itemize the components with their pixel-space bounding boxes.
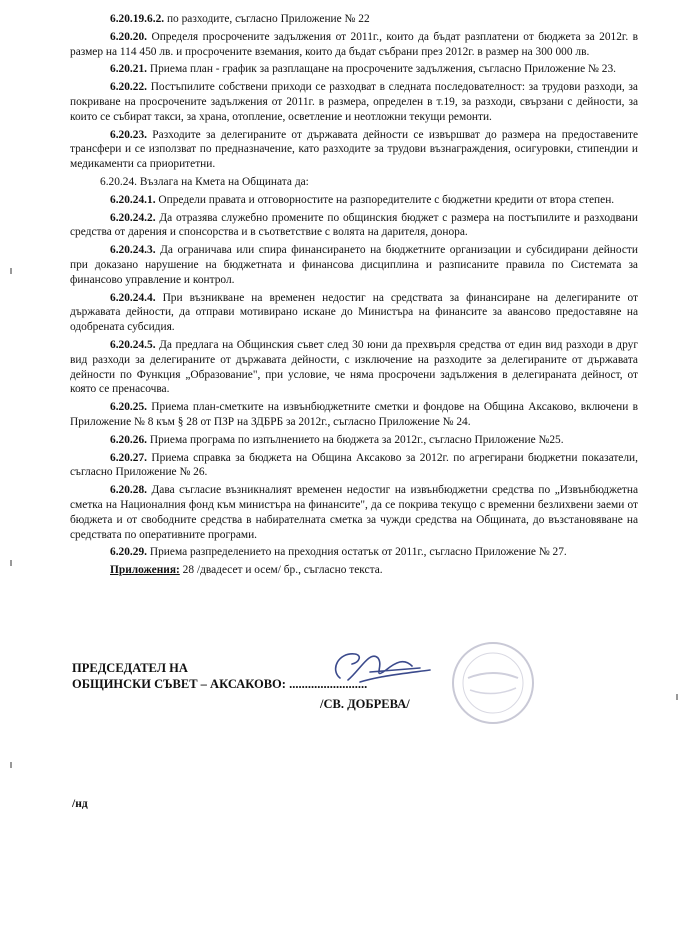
attachments-label: Приложения: bbox=[110, 564, 180, 577]
attachments-text: 28 /двадесет и осем/ бр., съгласно текста. bbox=[179, 564, 383, 577]
scan-mark bbox=[10, 762, 12, 768]
clause-number: 6.20.24.2. bbox=[110, 211, 156, 224]
clause-number: 6.20.24.3. bbox=[110, 244, 156, 257]
clause-text: Приема програма по изпълнението на бюджета за 2012г., съгласно Приложение №25. bbox=[147, 433, 564, 446]
clause-text: Да предлага на Общинския съвет след 30 юни да прехвърля средства от един вид разходи в друг вид разходи за делегираните от държавата дейности, с изключение на разходите за делегираните от държавата дейности по Функция „Образование", при условие, че няма просрочени задължения в делегираната дейност, от която се пренасочва. bbox=[70, 338, 638, 396]
paragraph-6-20-24-1 bbox=[70, 193, 638, 208]
scan-mark bbox=[10, 268, 12, 274]
clause-text: Постъпилите собствени приходи се разходват в следната последователност: за трудови разходи, за покриване на просрочените задължения от 2011г. в размера, определен в т.19, за разходи, свързани с дейности, за които се събират такси, за храна, отопление, осветление и неотложни текущи ремонти. bbox=[70, 81, 638, 123]
paragraph-6-20-19-6-2 bbox=[70, 12, 638, 27]
author-initials: /нд bbox=[72, 798, 88, 810]
clause-text: Разходите за делегираните от държавата дейности се извършват до размера на предоставените трансфери и се използват по предназначение, като разходите за трудови възнаграждения, осигуровки, стипендии и медикаменти са приоритетни. bbox=[70, 128, 638, 171]
clause-number: 6.20.28. bbox=[110, 484, 148, 497]
attachments-line bbox=[70, 563, 638, 578]
chairman-title-line1: ПРЕДСЕДАТЕЛ НА bbox=[72, 661, 188, 675]
clause-number: 6.20.24.4. bbox=[110, 291, 156, 304]
paragraph-6-20-24-4 bbox=[70, 291, 638, 335]
clause-number: 6.20.26. bbox=[110, 433, 148, 446]
clause-number: 6.20.20. bbox=[110, 30, 148, 43]
clause-number: 6.20.24.5. bbox=[110, 338, 156, 351]
paragraph-6-20-24-5 bbox=[70, 338, 638, 397]
scan-mark bbox=[10, 560, 12, 566]
paragraph-6-20-25 bbox=[70, 400, 638, 430]
paragraph-6-20-28 bbox=[70, 483, 638, 542]
clause-number: 6.20.22. bbox=[110, 81, 148, 94]
clause-text: Приема план - график за разплащане на просрочените задължения, съгласно Приложение № 23. bbox=[147, 63, 617, 76]
paragraph-6-20-27 bbox=[70, 451, 638, 481]
clause-text: Приема справка за бюджета на Община Аксаково за 2012г. по агрегирани бюджетни показатели, съгласно Приложение № 26. bbox=[70, 451, 638, 479]
scan-mark bbox=[676, 694, 678, 700]
paragraph-6-20-22 bbox=[70, 80, 638, 124]
signature-block bbox=[72, 660, 632, 711]
clause-text: 6.20.24. Възлага на Кмета на Общината да: bbox=[100, 175, 309, 188]
clause-number: 6.20.25. bbox=[110, 401, 148, 414]
clause-number: 6.20.29. bbox=[110, 546, 148, 559]
clause-text: Определя просрочените задължения от 2011г., които да бъдат разплатени от бюджета за 2012г. в размер на 114 450 лв. и просрочените вземания, които да бъдат събрани през 2012г. в размер на 300 000 лв. bbox=[70, 30, 638, 58]
clause-text: Приема план-сметките на извънбюджетните сметки и фондове на Община Аксаково, включени в Приложение № 8 към § 28 от ПЗР на ЗДБРБ за 2012г., съгласно Приложение № 24. bbox=[70, 401, 638, 428]
chairman-name: /СВ. ДОБРЕВА/ bbox=[320, 697, 410, 711]
chairman-title-line2: ОБЩИНСКИ СЪВЕТ – АКСАКОВО: ......................... bbox=[72, 677, 368, 691]
paragraph-6-20-21 bbox=[70, 62, 638, 77]
clause-number: 6.20.24.1. bbox=[110, 193, 156, 206]
paragraph-6-20-26 bbox=[70, 433, 638, 448]
clause-text: Приема разпределението на преходния остатък от 2011г., съгласно Приложение № 27. bbox=[147, 546, 567, 559]
clause-number: 6.20.19.6.2. bbox=[110, 13, 165, 25]
clause-text: по разходите, съгласно Приложение № 22 bbox=[164, 13, 370, 25]
clause-number: 6.20.21. bbox=[110, 63, 148, 76]
clause-number: 6.20.23. bbox=[110, 128, 148, 141]
paragraph-6-20-29 bbox=[70, 545, 638, 560]
document-body bbox=[70, 12, 638, 581]
clause-text: Дава съгласие възникналият временен недостиг на извънбюджетни средства по „Извънбюджетна сметка на Националния фонд към министъра на финансите", да се покрива текущо с временни безлихвени заеми от бюджета и от свободните средства в набирателната сметка за чужди средства на Общината, до възстановяване на средствата по оперативните програми. bbox=[70, 484, 638, 541]
paragraph-6-20-24 bbox=[70, 175, 638, 190]
clause-text: Да ограничава или спира финансирането на бюджетните организации и субсидирани дейности при доказано нарушение на бюджетната и финансова дисциплина и разписаните правила по Системата за финансово управление и контрол. bbox=[70, 244, 638, 286]
paragraph-6-20-24-2 bbox=[70, 211, 638, 241]
clause-number: 6.20.27. bbox=[110, 451, 148, 464]
paragraph-6-20-23 bbox=[70, 128, 638, 172]
paragraph-6-20-20 bbox=[70, 30, 638, 60]
paragraph-6-20-24-3 bbox=[70, 243, 638, 287]
clause-text: Определи правата и отговорностите на разпоредителите с бюджетни кредити от втора степен. bbox=[155, 193, 615, 206]
clause-text: При възникване на временен недостиг на средствата за финансиране на делегираните от държавата дейности, да отправи мотивирано искане до Министъра на финансите за авансово предоставяне на одобрената субсидия. bbox=[70, 291, 638, 334]
clause-text: Да отразява служебно промените по общинския бюджет с размера на постъпилите и разходвани средства от дарения и спонсорства и в съответствие с волята на дарителя, донора. bbox=[70, 211, 638, 239]
